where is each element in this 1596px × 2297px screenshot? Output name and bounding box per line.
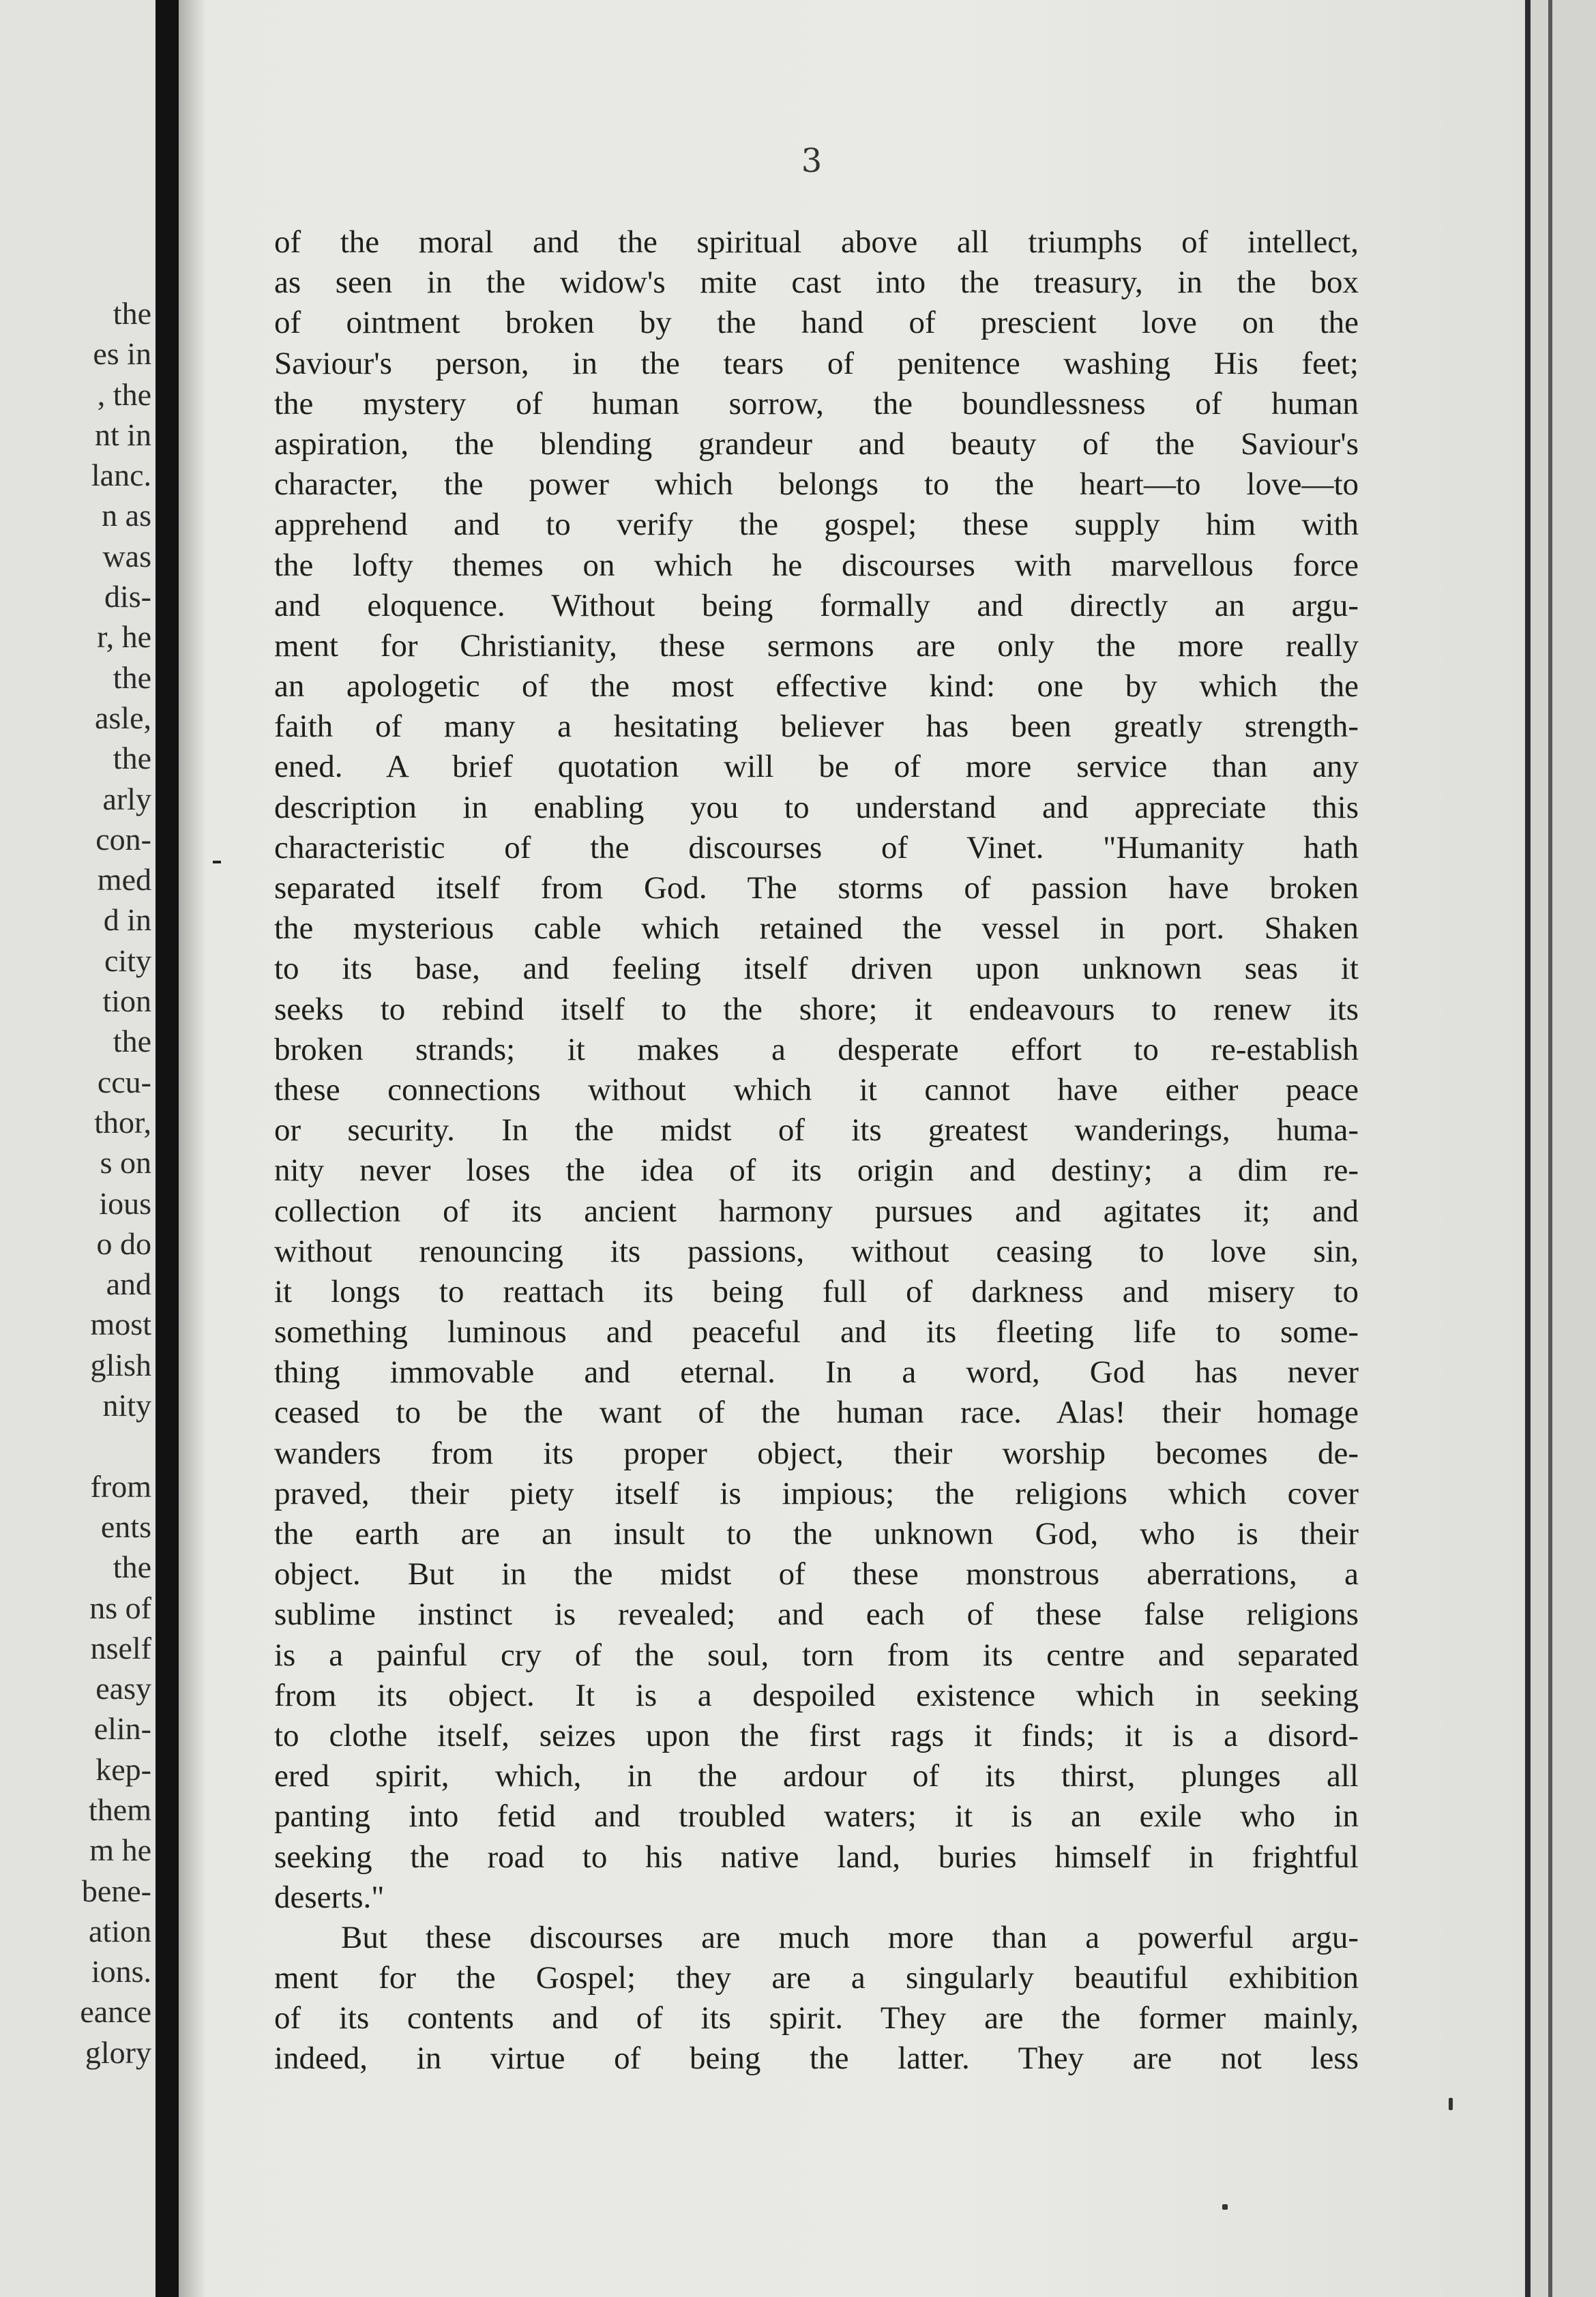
text-line: ment for Christianity, these sermons are only the more really <box>274 627 1359 664</box>
previous-page-fragment: ccu- <box>97 1064 151 1099</box>
text-line: of ointment broken by the hand of prescient love on the <box>274 305 1359 341</box>
text-line: nity never loses the idea of its origin and destiny; a dim re- <box>274 1153 1359 1189</box>
text-line: character, the power which belongs to the heart—to love—to <box>274 466 1359 503</box>
previous-page-fragment: n as <box>102 498 151 533</box>
text-line: to clothe itself, seizes upon the first rags it finds; it is a disord- <box>274 1717 1359 1753</box>
text-line: is a painful cry of the soul, torn from its centre and separated <box>274 1637 1359 1673</box>
previous-page-fragment: ious <box>99 1185 151 1221</box>
book-gutter <box>156 0 179 2297</box>
previous-page-fragment: lanc. <box>91 458 151 493</box>
text-line: these connections without which it cannot have either peace <box>274 1071 1359 1108</box>
text-line: or security. In the midst of its greatest wanderings, huma- <box>274 1112 1359 1148</box>
text-line: indeed, in virtue of being the latter. They are not less <box>274 2041 1359 2077</box>
text-line: without renouncing its passions, without ceasing to love sin, <box>274 1233 1359 1269</box>
text-line: faith of many a hesitating believer has been greatly strength- <box>274 709 1359 745</box>
previous-page-fragment: r, he <box>97 619 151 655</box>
text-line: from its object. It is a despoiled existence which in seeking <box>274 1677 1359 1713</box>
text-line: the mysterious cable which retained the vessel in port. Shaken <box>274 910 1359 947</box>
previous-page-fragment: m he <box>89 1833 151 1868</box>
margin-mark <box>213 861 221 863</box>
previous-page-fragment: city <box>104 943 151 978</box>
previous-page-fragment: dis- <box>104 579 151 614</box>
previous-page-fragment: ents <box>100 1509 151 1544</box>
text-line: ceased to be the want of the human race. Alas! their homage <box>274 1395 1359 1431</box>
text-line: the lofty themes on which he discourses with marvellous force <box>274 547 1359 583</box>
previous-page-fragment: o do <box>96 1226 151 1261</box>
text-line: ment for the Gospel; they are a singularly beautiful exhibition <box>274 1960 1359 1996</box>
page-number: 3 <box>801 142 823 180</box>
text-line: But these discourses are much more than a powerful argu- <box>341 1919 1359 1955</box>
text-line: praved, their piety itself is impious; the religions which cover <box>274 1475 1359 1511</box>
page-edge-line <box>1525 0 1531 2297</box>
scan-speck <box>1449 2098 1453 2110</box>
previous-page-fragment <box>0 1425 151 1466</box>
text-line: an apologetic of the most effective kind: one by which the <box>274 668 1359 705</box>
text-line: the mystery of human sorrow, the boundlessness of human <box>274 385 1359 421</box>
gutter-shadow <box>179 0 206 2297</box>
text-line: to its base, and feeling itself driven upon unknown seas it <box>274 951 1359 987</box>
previous-page-strip <box>0 0 156 2297</box>
text-line: something luminous and peaceful and its fleeting life to some- <box>274 1314 1359 1350</box>
previous-page-fragment: the <box>113 1550 151 1585</box>
previous-page-fragment: asle, <box>94 700 151 735</box>
text-line: as seen in the widow's mite cast into the treasury, in the box <box>274 265 1359 301</box>
previous-page-fragment: nself <box>90 1630 151 1665</box>
text-line: Saviour's person, in the tears of penitence washing His feet; <box>274 345 1359 381</box>
text-line: apprehend and to verify the gospel; these supply him with <box>274 507 1359 543</box>
text-line: seeks to rebind itself to the shore; it endeavours to renew its <box>274 991 1359 1027</box>
previous-page-fragment: d in <box>103 902 151 938</box>
previous-page-fragment: and <box>106 1266 151 1302</box>
text-line: of its contents and of its spirit. They are the former mainly, <box>274 2000 1359 2036</box>
previous-page-fragment: the <box>113 1024 151 1059</box>
previous-page-fragment: con- <box>95 821 151 857</box>
previous-page-fragment: was <box>102 538 151 574</box>
previous-page-fragment: bene- <box>81 1873 151 1908</box>
text-line: deserts." <box>274 1879 385 1915</box>
text-line: broken strands; it makes a desperate effort to re-establish <box>274 1031 1359 1067</box>
previous-page-fragment: nity <box>102 1388 151 1423</box>
text-line: ened. A brief quotation will be of more service than any <box>274 749 1359 785</box>
previous-page-fragment: them <box>89 1792 151 1827</box>
previous-page-fragment: nt in <box>94 417 151 452</box>
previous-page-fragment: , the <box>97 376 151 412</box>
text-line: seeking the road to his native land, buries himself in frightful <box>274 1839 1359 1875</box>
previous-page-fragment: arly <box>102 781 151 816</box>
previous-page-fragment: from <box>90 1468 151 1504</box>
previous-page-fragment: med <box>97 862 151 898</box>
previous-page-fragment: ns of <box>89 1590 151 1625</box>
text-line: sublime instinct is revealed; and each of these false religions <box>274 1597 1359 1633</box>
text-line: panting into fetid and troubled waters; it is an exile who in <box>274 1798 1359 1835</box>
text-line: separated itself from God. The storms of passion have broken <box>274 870 1359 906</box>
previous-page-fragment: ation <box>89 1913 151 1948</box>
page-edge-area <box>1531 0 1596 2297</box>
previous-page-fragment: tion <box>102 983 151 1019</box>
previous-page-fragment: thor, <box>94 1104 151 1140</box>
scan-speck <box>1222 2204 1228 2210</box>
text-line: ered spirit, which, in the ardour of its thirst, plunges all <box>274 1758 1359 1794</box>
text-line: of the moral and the spiritual above all triumphs of intellect, <box>274 224 1359 260</box>
previous-page-fragment: easy <box>95 1671 151 1706</box>
previous-page-fragment: ions. <box>91 1954 151 1989</box>
text-line: and eloquence. Without being formally and directly an argu- <box>274 587 1359 623</box>
body-text <box>274 222 1359 2079</box>
previous-page-fragment: the <box>113 660 151 695</box>
text-line: collection of its ancient harmony pursues and agitates it; and <box>274 1193 1359 1229</box>
previous-page-fragment: the <box>113 741 151 776</box>
text-line: it longs to reattach its being full of darkness and misery to <box>274 1273 1359 1309</box>
text-line: object. But in the midst of these monstrous aberrations, a <box>274 1556 1359 1592</box>
previous-page-fragment: most <box>90 1307 151 1342</box>
previous-page-text <box>0 293 151 2073</box>
previous-page-fragment: eance <box>80 1994 151 2030</box>
text-line: characteristic of the discourses of Vinet. "Humanity hath <box>274 829 1359 865</box>
text-line: wanders from its proper object, their worship becomes de- <box>274 1435 1359 1471</box>
previous-page-fragment: the <box>113 296 151 331</box>
previous-page-fragment: elin- <box>93 1711 151 1747</box>
previous-page-fragment: glory <box>85 2034 151 2070</box>
text-line: description in enabling you to understand and appreciate this <box>274 789 1359 825</box>
previous-page-fragment: glish <box>90 1347 151 1382</box>
page-edge-line <box>1548 0 1552 2297</box>
text-line: aspiration, the blending grandeur and beauty of the Saviour's <box>274 426 1359 462</box>
previous-page-fragment: kep- <box>95 1751 151 1787</box>
previous-page-fragment: es in <box>93 336 151 372</box>
text-line: the earth are an insult to the unknown God, who is their <box>274 1516 1359 1552</box>
previous-page-fragment: s on <box>100 1145 151 1181</box>
text-line: thing immovable and eternal. In a word, God has never <box>274 1354 1359 1391</box>
